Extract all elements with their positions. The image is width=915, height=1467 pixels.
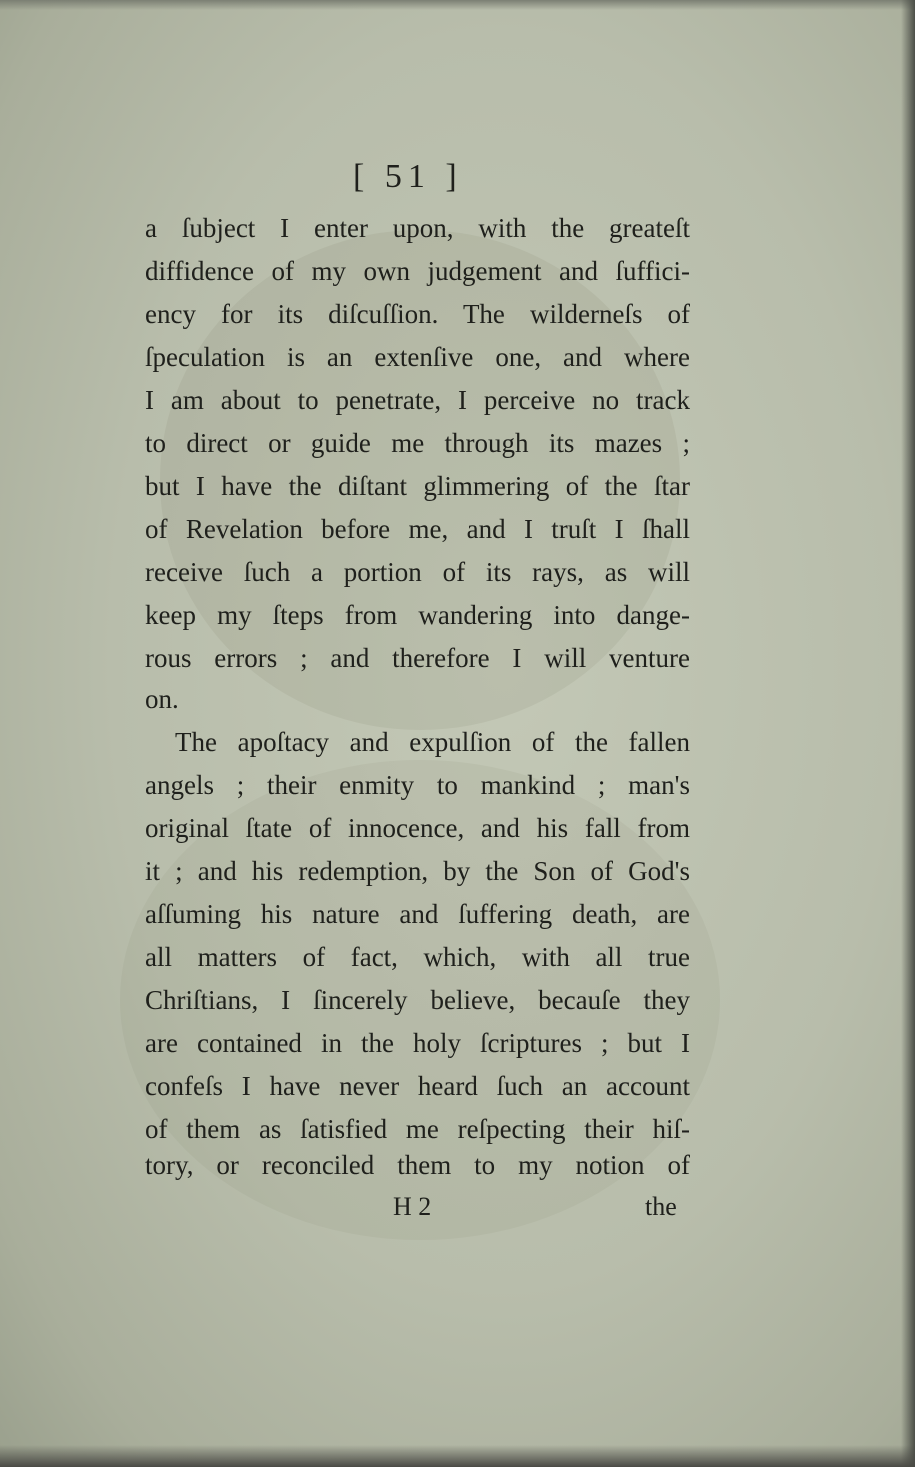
text-line: aſſuming his nature and ſuffering death, are [145,899,690,929]
text-line: keep my ſteps from wandering into dange- [145,600,690,630]
text-line: angels ; their enmity to mankind ; man's [145,770,690,800]
text-line: of them as ſatisfied me reſpecting their hiſ- [145,1114,690,1144]
text-line: of Revelation before me, and I truſt I ſhall [145,514,690,544]
text-line: ency for its diſcuſſion. The wilderneſs of [145,299,690,329]
text-line: to direct or guide me through its mazes ; [145,428,690,458]
text-line: I am about to penetrate, I perceive no track [145,385,690,415]
text-line: a ſubject I enter upon, with the greateſt [145,213,690,243]
text-line: ſpeculation is an extenſive one, and where [145,342,690,372]
signature-mark: H 2 [393,1192,432,1221]
text-line: rous errors ; and therefore I will venture [145,643,690,673]
text-line: all matters of fact, which, with all true [145,942,690,972]
text-line: on. [145,684,179,714]
text-line: but I have the diſtant glimmering of the ſtar [145,471,690,501]
text-line: confeſs I have never heard ſuch an account [145,1071,690,1101]
page-header: [ 51 ] [353,158,463,195]
catchword: the [645,1192,677,1221]
text-line: The apoſtacy and expulſion of the fallen [175,727,690,757]
page-top-edge [0,0,915,10]
text-line: receive ſuch a portion of its rays, as will [145,557,690,587]
page-bottom-edge [0,1445,915,1467]
text-line: it ; and his redemption, by the Son of God's [145,856,690,886]
text-line: original ſtate of innocence, and his fall from [145,813,690,843]
text-line: are contained in the holy ſcriptures ; but I [145,1028,690,1058]
text-line: tory, or reconciled them to my notion of [145,1150,690,1180]
page-right-edge [901,0,915,1467]
text-line: Chriſtians, I ſincerely believe, becauſe they [145,985,690,1015]
text-line: diffidence of my own judgement and ſuffici- [145,256,690,286]
